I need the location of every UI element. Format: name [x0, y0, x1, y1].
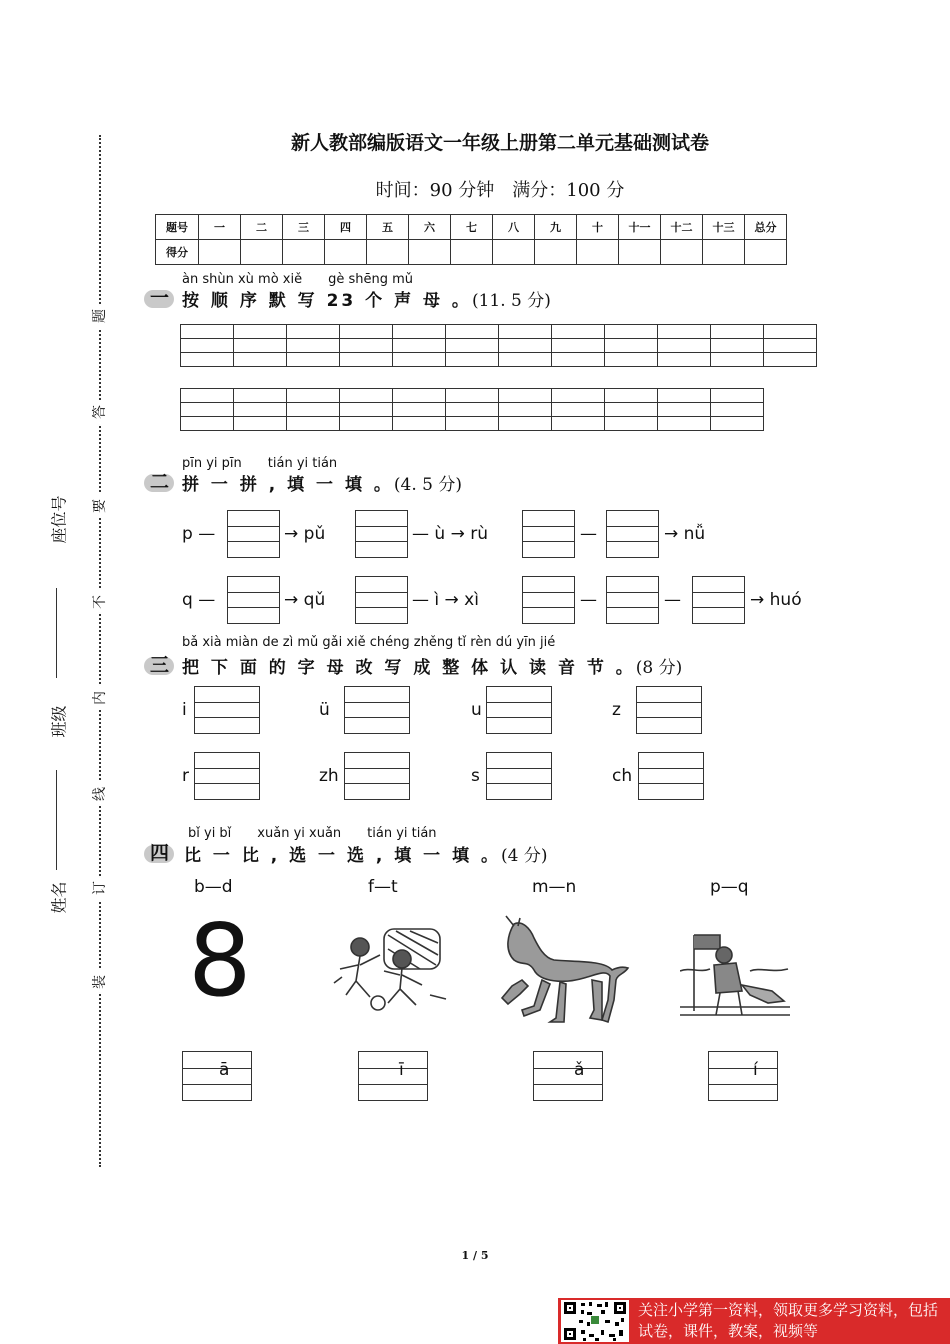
- q2-r2-start: q —: [182, 590, 216, 610]
- q2-number: 二: [150, 471, 170, 493]
- binding-char: 答: [88, 400, 112, 424]
- score-header-cell: 八: [493, 215, 535, 240]
- tone-mark: ī: [399, 1060, 404, 1080]
- score-header-cell: 十二: [661, 215, 703, 240]
- horse-picture: [494, 910, 634, 1035]
- q3-letter: s: [471, 766, 480, 786]
- q4-score: (4 分): [501, 846, 548, 866]
- score-header-cell: 十: [577, 215, 619, 240]
- score-input-cell[interactable]: [199, 240, 241, 265]
- q2-pinyin: pīn yi pīn tián yi tián: [182, 456, 338, 471]
- q2-r1-box2[interactable]: [355, 510, 408, 558]
- score-table: [155, 214, 787, 265]
- q3-answer-box[interactable]: [486, 752, 552, 800]
- q1-instruction: [182, 286, 551, 311]
- tone-mark: ǎ: [574, 1060, 585, 1080]
- q2-r1-result2: → nǚ: [664, 524, 706, 544]
- q3-answer-box[interactable]: [194, 752, 260, 800]
- binding-char: 要: [88, 494, 112, 518]
- score-input-cell[interactable]: [535, 240, 577, 265]
- tone-answer-box[interactable]: [533, 1051, 603, 1101]
- score-header-cell: 五: [367, 215, 409, 240]
- score-header-cell: 七: [451, 215, 493, 240]
- q2-r1-result1: → pǔ: [284, 524, 326, 544]
- q2-r2-result2: → huó: [750, 590, 802, 610]
- score-input-cell[interactable]: [703, 240, 745, 265]
- score-header-cell: 题号: [156, 215, 199, 240]
- q2-r1-box3[interactable]: [522, 510, 575, 558]
- binding-char: 订: [88, 876, 112, 900]
- q2-r2-box1[interactable]: [227, 576, 280, 624]
- q2-r1-start: p —: [182, 524, 216, 544]
- class-label: 班级: [49, 705, 69, 738]
- q2-r2-box2[interactable]: [355, 576, 408, 624]
- q1-score: (11. 5 分): [471, 291, 551, 311]
- q4-pair: p—q: [710, 877, 749, 897]
- score-input-cell[interactable]: [619, 240, 661, 265]
- q2-r1-box4[interactable]: [606, 510, 659, 558]
- q3-letter: ch: [612, 766, 633, 786]
- q3-pinyin: bǎ xià miàn de zì mǔ gǎi xiě chéng zhěng tǐ rèn dú yīn jié: [182, 635, 556, 650]
- score-input-cell[interactable]: [661, 240, 703, 265]
- q4-pair: m—n: [532, 877, 577, 897]
- score-input-cell[interactable]: [367, 240, 409, 265]
- q3-letter: zh: [319, 766, 339, 786]
- seat-number-label: 座位号: [49, 495, 69, 544]
- q2-r2-dash2: —: [664, 590, 681, 610]
- q1-writing-grid-2[interactable]: [180, 388, 764, 431]
- score-input-cell[interactable]: [283, 240, 325, 265]
- page-number: 1 / 5: [461, 1249, 489, 1262]
- binding-char: 题: [88, 304, 112, 328]
- page-title: 新人教部编版语文一年级上册第二单元基础测试卷: [290, 132, 709, 154]
- q3-letter: ü: [319, 700, 330, 720]
- score-input-cell[interactable]: [493, 240, 535, 265]
- score-header-cell: 十三: [703, 215, 745, 240]
- score-header-cell: 一: [199, 215, 241, 240]
- q2-r2-result1: → qǔ: [284, 590, 326, 610]
- q2-score: (4. 5 分): [393, 475, 462, 495]
- binding-char: 不: [88, 590, 112, 614]
- q4-pinyin: bǐ yi bǐ xuǎn yi xuǎn tián yi tián: [188, 826, 437, 841]
- q4-instruction: [184, 841, 548, 866]
- q3-answer-box[interactable]: [344, 752, 410, 800]
- q3-number: 三: [150, 654, 170, 676]
- score-input-cell[interactable]: [241, 240, 283, 265]
- q2-r2-mid: — ì → xì: [412, 590, 479, 610]
- score-table-header-row: [156, 215, 787, 240]
- q2-r2-dash1: —: [580, 590, 597, 610]
- score-header-cell: 四: [325, 215, 367, 240]
- score-header-cell: 九: [535, 215, 577, 240]
- score-input-cell[interactable]: [409, 240, 451, 265]
- score-row-label: 得分: [156, 240, 199, 265]
- binding-dotted-line: [99, 135, 101, 1167]
- q3-answer-box[interactable]: [344, 686, 410, 734]
- q4-pair: b—d: [194, 877, 233, 897]
- q4-pair: f—t: [368, 877, 398, 897]
- tone-answer-box[interactable]: [182, 1051, 252, 1101]
- q4-number: 四: [150, 842, 170, 864]
- binding-char: 装: [88, 970, 112, 994]
- q2-r2-box3[interactable]: [522, 576, 575, 624]
- tone-answer-box[interactable]: [358, 1051, 428, 1101]
- q2-r2-box5[interactable]: [692, 576, 745, 624]
- score-header-cell: 总分: [745, 215, 787, 240]
- score-header-cell: 三: [283, 215, 325, 240]
- q3-instruction: [182, 653, 682, 678]
- qr-code-icon: [561, 1300, 629, 1342]
- q1-text: 按 顺 序 默 写 23 个 声 母 。: [182, 291, 472, 311]
- score-input-cell[interactable]: [745, 240, 787, 265]
- q1-number: 一: [150, 287, 170, 309]
- tone-answer-box[interactable]: [708, 1051, 778, 1101]
- q1-pinyin: àn shùn xù mò xiě gè shēng mǔ: [182, 272, 413, 287]
- score-input-cell[interactable]: [451, 240, 493, 265]
- score-input-cell[interactable]: [577, 240, 619, 265]
- q2-r2-box4[interactable]: [606, 576, 659, 624]
- q3-letter: u: [471, 700, 482, 720]
- person-with-flag-picture: [680, 925, 790, 1025]
- q3-letter: r: [182, 766, 189, 786]
- q2-instruction: [182, 470, 462, 495]
- q3-score: (8 分): [635, 658, 683, 678]
- score-header-cell: 六: [409, 215, 451, 240]
- class-underline[interactable]: [56, 588, 57, 678]
- name-underline[interactable]: [56, 770, 57, 870]
- score-table-score-row: [156, 240, 787, 265]
- q2-r1-mid: — ù → rù: [412, 524, 488, 544]
- q2-r1-box1[interactable]: [227, 510, 280, 558]
- q3-answer-box[interactable]: [486, 686, 552, 734]
- exam-info: 时间：90 分钟 满分：100 分: [375, 180, 625, 201]
- score-input-cell[interactable]: [325, 240, 367, 265]
- binding-char: 线: [88, 782, 112, 806]
- q2-text: 拼 一 拼 , 填 一 填 。: [182, 475, 394, 495]
- q3-answer-box[interactable]: [638, 752, 704, 800]
- q2-r1-dash: —: [580, 524, 597, 544]
- q1-writing-grid-1[interactable]: [180, 324, 817, 367]
- name-label: 姓名: [49, 881, 69, 914]
- q3-answer-box[interactable]: [194, 686, 260, 734]
- score-header-cell: 十一: [619, 215, 661, 240]
- q3-text: 把 下 面 的 字 母 改 写 成 整 体 认 读 音 节 。: [182, 658, 636, 678]
- tone-mark: í: [753, 1060, 758, 1080]
- kids-playing-football-picture: [330, 925, 450, 1020]
- q3-letter: i: [182, 700, 187, 720]
- promo-text: 关注小学第一资料，领取更多学习资料，包括试卷，课件，教案，视频等: [638, 1301, 939, 1340]
- q3-letter: z: [612, 700, 621, 720]
- digit-eight: 8: [188, 902, 252, 1019]
- binding-char: 内: [88, 686, 112, 710]
- q4-text: 比 一 比 , 选 一 选 , 填 一 填 。: [184, 846, 502, 866]
- score-header-cell: 二: [241, 215, 283, 240]
- tone-mark: ā: [219, 1060, 230, 1080]
- q3-answer-box[interactable]: [636, 686, 702, 734]
